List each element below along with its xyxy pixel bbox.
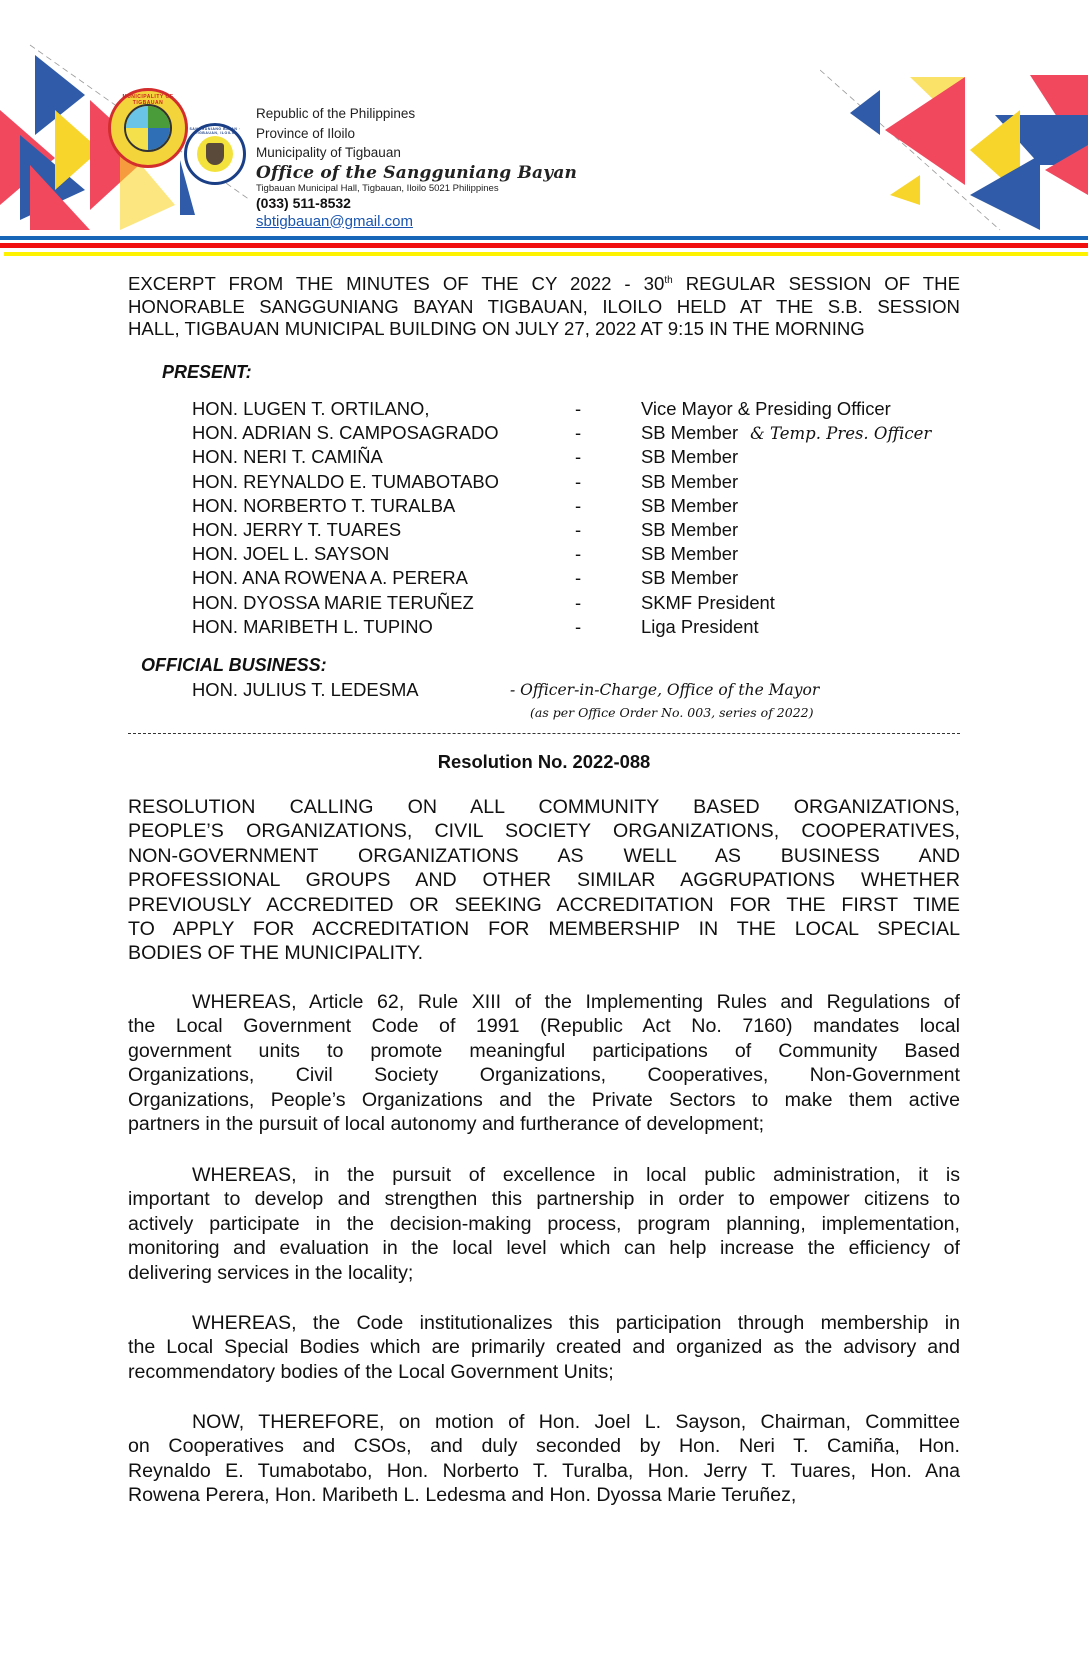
letterhead-republic: Republic of the Philippines <box>256 106 416 121</box>
member-separator: - <box>575 518 582 540</box>
paragraph-line: NOW, THEREFORE, on motion of Hon. Joel L. Sayson, Chairman, Committee <box>192 1411 960 1433</box>
member-role <box>641 591 972 615</box>
attendance-row <box>192 445 972 469</box>
member-name: HON. REYNALDO E. TUMABOTABO <box>192 470 499 492</box>
member-role <box>641 470 972 494</box>
member-role-text: SB Member <box>641 494 739 516</box>
official-business-label: OFFICIAL BUSINESS: <box>141 655 327 675</box>
member-role <box>641 421 972 445</box>
municipality-seal-emblem <box>124 104 172 152</box>
attendance-row <box>192 615 972 639</box>
member-role-text: Vice Mayor & Presiding Officer <box>641 398 891 419</box>
whereas-paragraph-2 <box>128 1163 960 1285</box>
resolution-title-line: NON-GOVERNMENT ORGANIZATIONS AS WELL AS BUSINESS AND <box>128 844 960 867</box>
member-role-text: SB Member <box>641 518 739 540</box>
attendance-row <box>192 518 972 542</box>
attendance-row <box>192 470 972 494</box>
member-role-text: Liga President <box>641 615 759 637</box>
member-role <box>641 542 972 566</box>
resolution-title-line: BODIES OF THE MUNICIPALITY. <box>128 942 424 965</box>
paragraph-line: WHEREAS, in the pursuit of excellence in local public administration, it is <box>192 1164 960 1186</box>
header-stripe-red <box>0 243 1088 248</box>
member-role <box>641 615 972 639</box>
paragraph-line: WHEREAS, the Code institutionalizes this participation through membership in <box>192 1312 960 1334</box>
paragraph-line: actively participate in the decision-making process, program planning, implementation, <box>128 1212 960 1235</box>
letterhead-address: Tigbauan Municipal Hall, Tigbauan, Iloilo 5021 Philippines <box>256 182 499 194</box>
paragraph-line: WHEREAS, Article 62, Rule XIII of the Implementing Rules and Regulations of <box>192 991 960 1013</box>
section-divider <box>128 733 960 734</box>
paragraph-line: the Local Special Bodies which are primarily created and organized as the advisory and <box>128 1336 960 1359</box>
member-separator: - <box>575 422 582 444</box>
paragraph-line: Organizations, People’s Organizations and the Private Sectors to make them active <box>128 1088 960 1111</box>
member-name: HON. NERI T. CAMIÑA <box>192 446 383 468</box>
resolution-title-line: PREVIOUSLY ACCREDITED OR SEEKING ACCREDITATION FOR THE FIRST TIME <box>128 893 960 916</box>
member-role-text: SB Member <box>641 470 739 492</box>
member-role <box>641 445 972 469</box>
attendance-row <box>192 397 972 421</box>
member-role <box>641 494 972 518</box>
paragraph-line: government units to promote meaningful participations of Community Based <box>128 1039 960 1062</box>
letterhead-office: Office of the Sangguniang Bayan <box>256 162 578 183</box>
official-business-row <box>192 678 972 702</box>
whereas-paragraph-3 <box>128 1311 960 1384</box>
official-business-name: HON. JULIUS T. LEDESMA <box>192 679 419 700</box>
member-role <box>641 518 972 542</box>
resolution-title-line: TO APPLY FOR ACCREDITATION FOR MEMBERSHIP IN THE LOCAL SPECIAL <box>128 918 960 941</box>
present-label: PRESENT: <box>162 362 252 382</box>
paragraph-line: the Local Government Code of 1991 (Republic Act No. 7160) mandates local <box>128 1015 960 1038</box>
member-name: HON. DYOSSA MARIE TERUÑEZ <box>192 591 474 613</box>
member-separator: - <box>575 615 582 637</box>
paragraph-line: important to develop and strengthen this partnership in order to empower citizens to <box>128 1188 960 1211</box>
sangguniang-bayan-seal <box>184 123 246 185</box>
excerpt-line-3: HALL, TIGBAUAN MUNICIPAL BUILDING ON JULY 27, 2022 AT 9:15 IN THE MORNING <box>128 318 865 340</box>
member-name: HON. NORBERTO T. TURALBA <box>192 494 456 516</box>
resolution-number: Resolution No. 2022-088 <box>437 751 651 772</box>
sb-seal-text: SANGGUNIANG BAYAN · TIGBAUAN, ILOILO <box>189 127 241 135</box>
letterhead-municipality: Municipality of Tigbauan <box>256 145 401 160</box>
member-role <box>641 566 972 590</box>
letterhead <box>256 104 577 232</box>
paragraph-line: on Cooperatives and CSOs, and duly seconded by Hon. Neri T. Camiña, Hon. <box>128 1435 960 1458</box>
paragraph-line: partners in the pursuit of local autonomy and furtherance of development; <box>128 1113 765 1136</box>
member-separator: - <box>575 543 582 565</box>
paragraph-line: Organizations, Civil Society Organizations, Cooperatives, Non-Government <box>128 1064 960 1087</box>
member-role-text: SB Member <box>641 446 739 468</box>
member-name: HON. MARIBETH L. TUPINO <box>192 615 433 637</box>
excerpt-line-2: HONORABLE SANGGUNIANG BAYAN TIGBAUAN, ILOILO HELD AT THE S.B. SESSION <box>128 295 960 317</box>
attendance-row <box>192 421 972 445</box>
member-role-text: SKMF President <box>641 591 775 613</box>
member-role-extra: & Temp. Pres. Officer <box>750 424 932 444</box>
member-role-text: SB Member <box>641 567 739 589</box>
resolution-title-line: RESOLUTION CALLING ON ALL COMMUNITY BASED ORGANIZATIONS, <box>128 796 960 818</box>
member-separator: - <box>575 470 582 492</box>
shield-icon <box>206 143 224 165</box>
member-separator: - <box>575 494 582 516</box>
header-stripe-yellow <box>4 252 1088 256</box>
member-name: HON. JOEL L. SAYSON <box>192 543 390 565</box>
resolution-title <box>128 795 960 966</box>
municipality-seal-text: MUNICIPALITY OF TIGBAUAN <box>122 94 174 106</box>
paragraph-line: Rowena Perera, Hon. Maribeth L. Ledesma and Hon. Dyossa Marie Teruñez, <box>128 1484 797 1507</box>
attendance-row <box>192 591 972 615</box>
excerpt-line-1: EXCERPT FROM THE MINUTES OF THE CY 2022 - 30th REGULAR SESSION OF THE <box>128 273 960 294</box>
member-name: HON. LUGEN T. ORTILANO, <box>192 398 430 419</box>
member-separator: - <box>575 591 582 613</box>
letterhead-email-link[interactable]: sbtigbauan@gmail.com <box>256 212 413 230</box>
paragraph-line: recommendatory bodies of the Local Government Units; <box>128 1360 614 1383</box>
attendance-list <box>192 397 972 639</box>
member-name: HON. JERRY T. TUARES <box>192 518 402 540</box>
paragraph-line: delivering services in the locality; <box>128 1261 414 1284</box>
member-separator: - <box>575 398 582 419</box>
resolution-title-line: PEOPLE’S ORGANIZATIONS, CIVIL SOCIETY ORGANIZATIONS, COOPERATIVES, <box>128 820 960 843</box>
official-business-note: (as per Office Order No. 003, series of 2022) <box>530 705 814 720</box>
member-role-text: SB Member <box>641 543 739 565</box>
whereas-paragraph-1 <box>128 990 960 1136</box>
member-role-text: SB Member <box>641 422 739 444</box>
attendance-row <box>192 494 972 518</box>
paragraph-line: monitoring and evaluation in the local level which can help increase the efficiency of <box>128 1237 960 1260</box>
paragraph-line: Reynaldo E. Tumabotabo, Hon. Norberto T. Turalba, Hon. Jerry T. Tuares, Hon. Ana <box>128 1459 960 1482</box>
header-stripe-blue <box>0 236 1088 240</box>
member-name: HON. ANA ROWENA A. PERERA <box>192 567 468 589</box>
resolution-title-line: PROFESSIONAL GROUPS AND OTHER SIMILAR AGGRUPATIONS WHETHER <box>128 869 960 892</box>
municipality-seal <box>108 88 188 168</box>
member-name: HON. ADRIAN S. CAMPOSAGRADO <box>192 422 499 444</box>
member-separator: - <box>575 567 582 589</box>
header-decoration-right <box>820 55 1088 235</box>
now-therefore-paragraph <box>128 1410 960 1508</box>
excerpt-heading <box>128 273 960 341</box>
attendance-row <box>192 566 972 590</box>
member-separator: - <box>575 446 582 468</box>
letterhead-province: Province of Iloilo <box>256 125 356 141</box>
attendance-row <box>192 542 972 566</box>
official-business-role: - Officer-in-Charge, Office of the Mayor <box>510 681 820 699</box>
member-role <box>641 397 972 421</box>
letterhead-phone: (033) 511-8532 <box>256 194 351 211</box>
